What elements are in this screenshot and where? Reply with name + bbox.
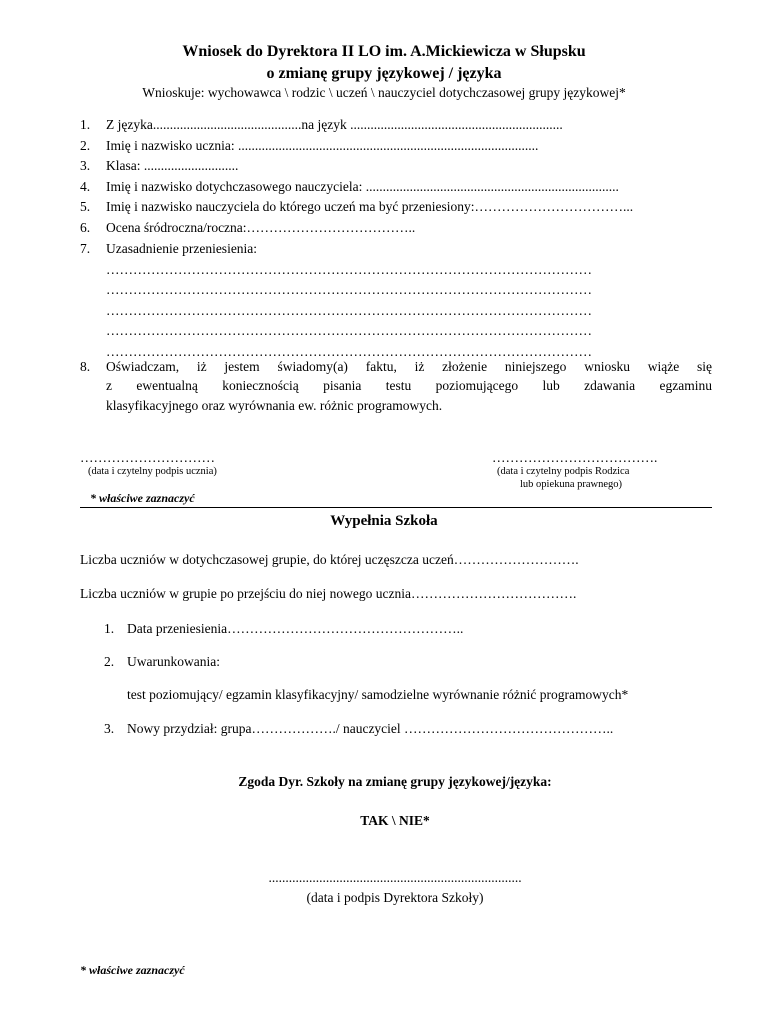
item-text-student-name: Imię i nazwisko ucznia: ......................................................................................... (106, 138, 539, 153)
item-number: 3. (80, 158, 91, 173)
declaration-line1: Oświadczam, iż jestem świadomy(a) faktu, iż złożenie niniejszego wniosku wiąże się (106, 359, 712, 374)
item-text-justification: Uzasadnienie przeniesienia: (106, 241, 258, 256)
item-number: 1. (104, 621, 115, 636)
transfer-date-line: Data przeniesienia…………………………………………….. (127, 621, 464, 636)
justification-line: ……………………………………………………………………………………………… (106, 262, 592, 277)
section-divider (80, 507, 712, 508)
approval-choice: TAK \ NIE* (360, 813, 430, 828)
item-number: 2. (80, 138, 91, 153)
declaration-line2: z ewentualną koniecznością pisania testu poziomującego lub zdawania egzaminu (106, 378, 712, 393)
form-title-line1: Wniosek do Dyrektora II LO im. A.Mickiewicza w Słupsku (182, 43, 586, 60)
school-item (104, 721, 614, 737)
student-signature-dots: ………………………… (80, 450, 215, 465)
item-text-grade: Ocena śródroczna/roczna:……………………………….. (106, 220, 416, 235)
item-text-new-teacher: Imię i nazwisko nauczyciela do którego uczeń ma być przeniesiony:……………………………... (106, 199, 634, 214)
item-number: 6. (80, 220, 91, 235)
item-number: 1. (80, 117, 91, 132)
item-number: 8. (80, 359, 91, 374)
new-assignment-line: Nowy przydział: grupa………………./ nauczyciel ……………………………………….. (127, 721, 614, 736)
item-number: 2. (104, 654, 115, 669)
form-title-line2: o zmianę grupy językowej / języka (266, 65, 502, 82)
director-signature-caption: (data i podpis Dyrektora Szkoły) (306, 890, 484, 905)
justification-line: ……………………………………………………………………………………………… (106, 323, 592, 338)
item-text-current-teacher: Imię i nazwisko dotychczasowego nauczyciela: ........................................................................... (106, 179, 619, 194)
requester-line: Wnioskuje: wychowawca \ rodzic \ uczeń \ nauczyciel dotychczasowej grupy językowej* (142, 85, 626, 100)
item-number: 3. (104, 721, 115, 736)
parent-signature-caption-line1: (data i czytelny podpis Rodzica (497, 466, 630, 477)
conditions-label: Uwarunkowania: (127, 654, 220, 669)
school-item (104, 654, 220, 670)
justification-line: ……………………………………………………………………………………………… (106, 282, 592, 297)
conditions-options: test poziomujący/ egzamin klasyfikacyjny/ samodzielne wyrównanie różnić programowych* (127, 687, 629, 702)
new-group-count-line: Liczba uczniów w grupie po przejściu do niej nowego ucznia………………………………. (80, 586, 577, 601)
parent-signature-caption-line2: lub opiekuna prawnego) (520, 479, 623, 490)
justification-line: ……………………………………………………………………………………………… (106, 303, 592, 318)
justification-line: ……………………………………………………………………………………………… (106, 344, 592, 359)
student-signature-caption: (data i czytelny podpis ucznia) (88, 466, 217, 477)
parent-signature-dots: ………………………………. (492, 450, 658, 465)
approval-title: Zgoda Dyr. Szkoły na zmianę grupy językowej/języka: (238, 774, 552, 789)
footnote-top: * właściwe zaznaczyć (90, 491, 195, 505)
school-section-title: Wypełnia Szkoła (330, 513, 438, 529)
school-item (104, 621, 464, 637)
item-text-class: Klasa: ............................ (106, 158, 239, 173)
item-number: 7. (80, 241, 91, 256)
item-number: 4. (80, 179, 91, 194)
footnote-bottom: * właściwe zaznaczyć (80, 963, 185, 977)
director-signature-dots: ........................................................................... (268, 870, 522, 885)
declaration-line3: klasyfikacyjnego oraz wyrównania ew. różnic programowych. (106, 398, 443, 413)
item-number: 5. (80, 199, 91, 214)
item-text-language: Z języka............................................na język ............................................................... (106, 117, 563, 132)
current-group-count-line: Liczba uczniów w dotychczasowej grupie, do której uczęszcza uczeń………………………. (80, 552, 579, 567)
